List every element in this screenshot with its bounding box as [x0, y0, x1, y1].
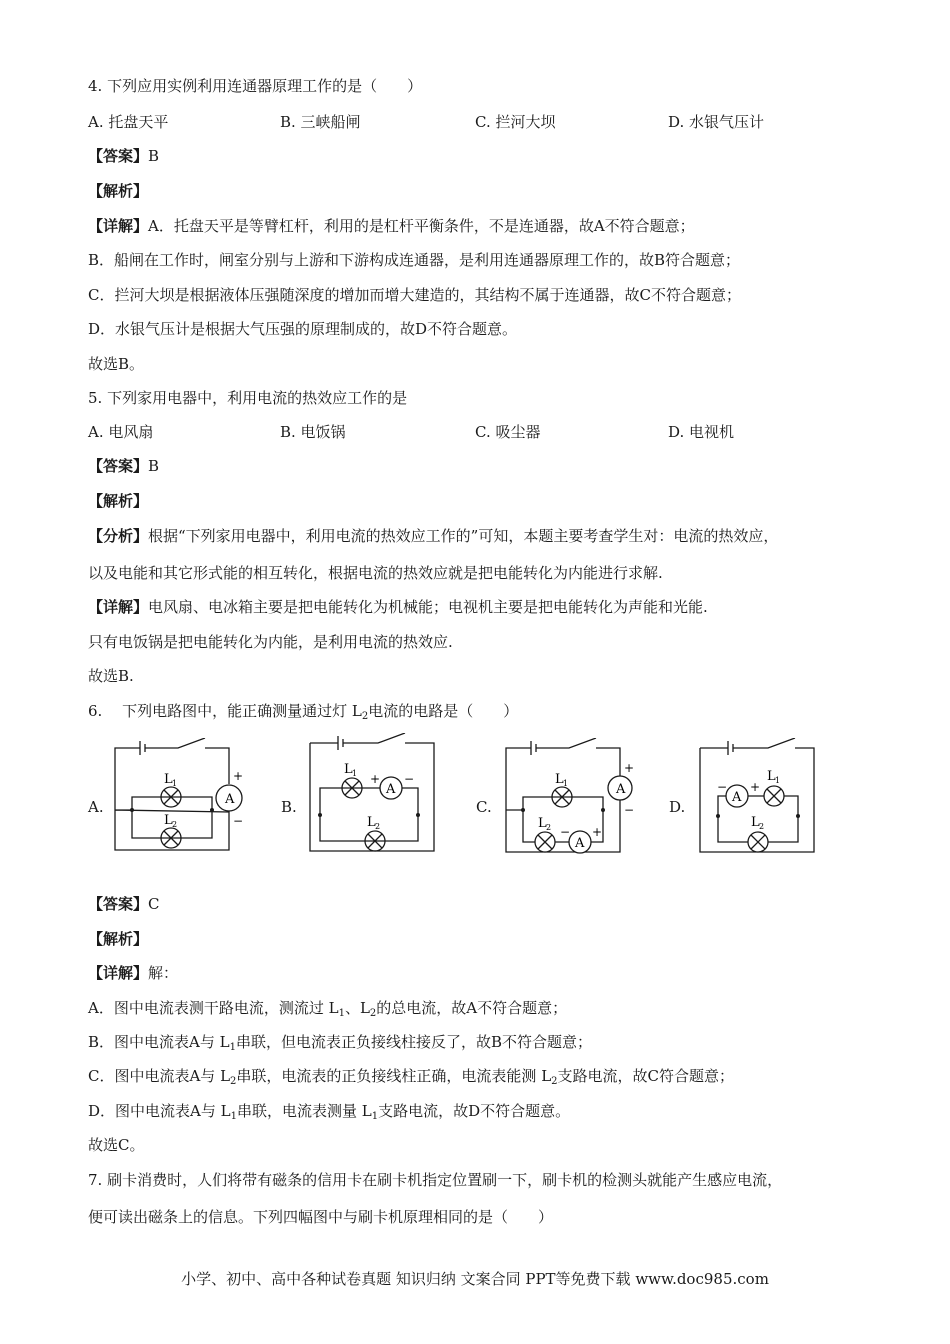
- q6-option-label-b: B.: [281, 798, 297, 816]
- plus-label: +: [370, 772, 381, 786]
- lamp-l2-label: L: [538, 816, 547, 831]
- q5-option-c: C. 吸尘器: [475, 423, 541, 441]
- lamp-l1-subscript: 1: [172, 779, 178, 788]
- plus-label: +: [592, 825, 603, 839]
- q4-option-c: C. 拦河大坝: [475, 113, 556, 131]
- lamp-l1-label: L: [344, 762, 353, 777]
- page-footer: 小学、初中、高中各种试卷真题 知识归纳 文案合同 PPT等免费下载 www.doc985.com: [181, 1270, 769, 1288]
- ammeter-label: A: [616, 782, 626, 797]
- q4-option-d: D. 水银气压计: [668, 113, 765, 131]
- q5-answer: 【答案】B: [88, 457, 160, 475]
- q5-analysis-line: 以及电能和其它形式能的相互转化，根据电流的热效应就是把电能转化为内能进行求解.: [88, 564, 663, 582]
- minus-label: −: [717, 780, 728, 794]
- plus-label: +: [233, 769, 244, 783]
- ammeter-label: A: [386, 782, 396, 797]
- q5-option-a: A. 电风扇: [88, 423, 154, 441]
- circuit-diagram-b: [300, 733, 445, 858]
- q7-stem-line-2: 便可读出磁条上的信息。下列四幅图中与刷卡机原理相同的是（ ）: [88, 1208, 554, 1226]
- circuit-diagram-c: [496, 738, 641, 858]
- q6-option-label-c: C.: [476, 798, 492, 816]
- lamp-l2-label: L: [367, 815, 376, 830]
- q6-detail-line-c: C．图中电流表A与 $L_2$串联，电流表的正负接线柱正确，电流表能测 $L_2$支路电流，故C符合题意；: [88, 1067, 735, 1087]
- minus-label: −: [560, 825, 571, 839]
- lamp-l2-subscript: 2: [375, 822, 381, 831]
- lamp-l2-label: L: [164, 813, 173, 828]
- q5-stem: 5. 下列家用电器中，利用电流的热效应工作的是: [88, 389, 408, 407]
- lamp-l1-subscript: 1: [775, 776, 781, 785]
- q6-answer: 【答案】C: [88, 895, 160, 913]
- lamp-l2-subscript: 2: [759, 822, 765, 831]
- q4-detail-line: B．船闸在工作时，闸室分别与上游和下游构成连通器，是利用连通器原理工作的，故B符合题意；: [88, 251, 741, 269]
- q4-stem: 4. 下列应用实例利用连通器原理工作的是（ ）: [88, 77, 423, 95]
- q6-option-label-d: D.: [669, 798, 686, 816]
- lamp-l1-subscript: 1: [563, 779, 569, 788]
- ammeter-label: A: [732, 790, 742, 805]
- plus-label: +: [750, 780, 761, 794]
- q6-detail-line-a: A．图中电流表测干路电流，测流过 $L_1$、$L_2$的总电流，故A不符合题意；: [88, 999, 568, 1019]
- q7-stem-line-1: 7. 刷卡消费时，人们将带有磁条的信用卡在刷卡机指定位置刷一下，刷卡机的检测头就能产生感应电流，: [88, 1171, 783, 1189]
- minus-label: −: [233, 814, 244, 828]
- q6-analysis-tag: 【解析】: [88, 930, 149, 948]
- lamp-l2-subscript: 2: [172, 820, 178, 829]
- lamp-l2-subscript: 2: [546, 823, 552, 832]
- lamp-l1-label: L: [555, 772, 564, 787]
- plus-label: +: [624, 761, 635, 775]
- q4-analysis-tag: 【解析】: [88, 182, 149, 200]
- q6-conclusion: 故选C。: [88, 1136, 145, 1154]
- circuit-diagram-d: [690, 738, 835, 858]
- q5-analysis-line: 【分析】根据“下列家用电器中，利用电流的热效应工作的”可知，本题主要考查学生对：电流的热效应，: [88, 527, 779, 545]
- ammeter-label: A: [225, 792, 235, 807]
- lamp-l1-subscript: 1: [352, 769, 358, 778]
- q4-answer: 【答案】B: [88, 147, 160, 165]
- q4-detail-line: D．水银气压计是根据大气压强的原理制成的，故D不符合题意。: [88, 320, 518, 338]
- minus-label: −: [624, 803, 635, 817]
- q4-conclusion: 故选B。: [88, 355, 145, 373]
- q5-analysis-tag: 【解析】: [88, 492, 149, 510]
- q4-option-b: B. 三峡船闸: [280, 113, 361, 131]
- q6-option-label-a: A.: [88, 798, 104, 816]
- q6-stem: 6. 下列电路图中，能正确测量通过灯 $L_2$电流的电路是（ ）: [88, 702, 519, 722]
- q6-detail-line-b: B．图中电流表A与 $L_1$串联，但电流表正负接线柱接反了，故B不符合题意；: [88, 1033, 592, 1053]
- q5-conclusion: 故选B.: [88, 667, 134, 685]
- q5-option-d: D. 电视机: [668, 423, 735, 441]
- lamp-l2-label: L: [751, 815, 760, 830]
- lamp-l1-label: L: [767, 769, 776, 784]
- q6-detail-line-d: D．图中电流表A与 $L_1$串联，电流表测量 $L_1$支路电流，故D不符合题意。: [88, 1102, 571, 1122]
- q4-option-a: A. 托盘天平: [88, 113, 169, 131]
- q4-detail-line: 【详解】A．托盘天平是等臂杠杆，利用的是杠杆平衡条件，不是连通器，故A不符合题意；: [88, 217, 695, 235]
- circuit-diagram-a: [105, 738, 250, 858]
- ammeter-label: A: [575, 836, 585, 851]
- minus-label: −: [404, 772, 415, 786]
- q4-detail-line: C．拦河大坝是根据液体压强随深度的增加而增大建造的，其结构不属于连通器，故C不符合题意；: [88, 286, 741, 304]
- q5-option-b: B. 电饭锅: [280, 423, 346, 441]
- lamp-l1-label: L: [164, 772, 173, 787]
- q5-detail-line: 只有电饭锅是把电能转化为内能，是利用电流的热效应.: [88, 633, 453, 651]
- q6-detail-intro: 【详解】解：: [88, 964, 179, 982]
- q5-detail-line: 【详解】电风扇、电冰箱主要是把电能转化为机械能；电视机主要是把电能转化为声能和光能.: [88, 598, 708, 616]
